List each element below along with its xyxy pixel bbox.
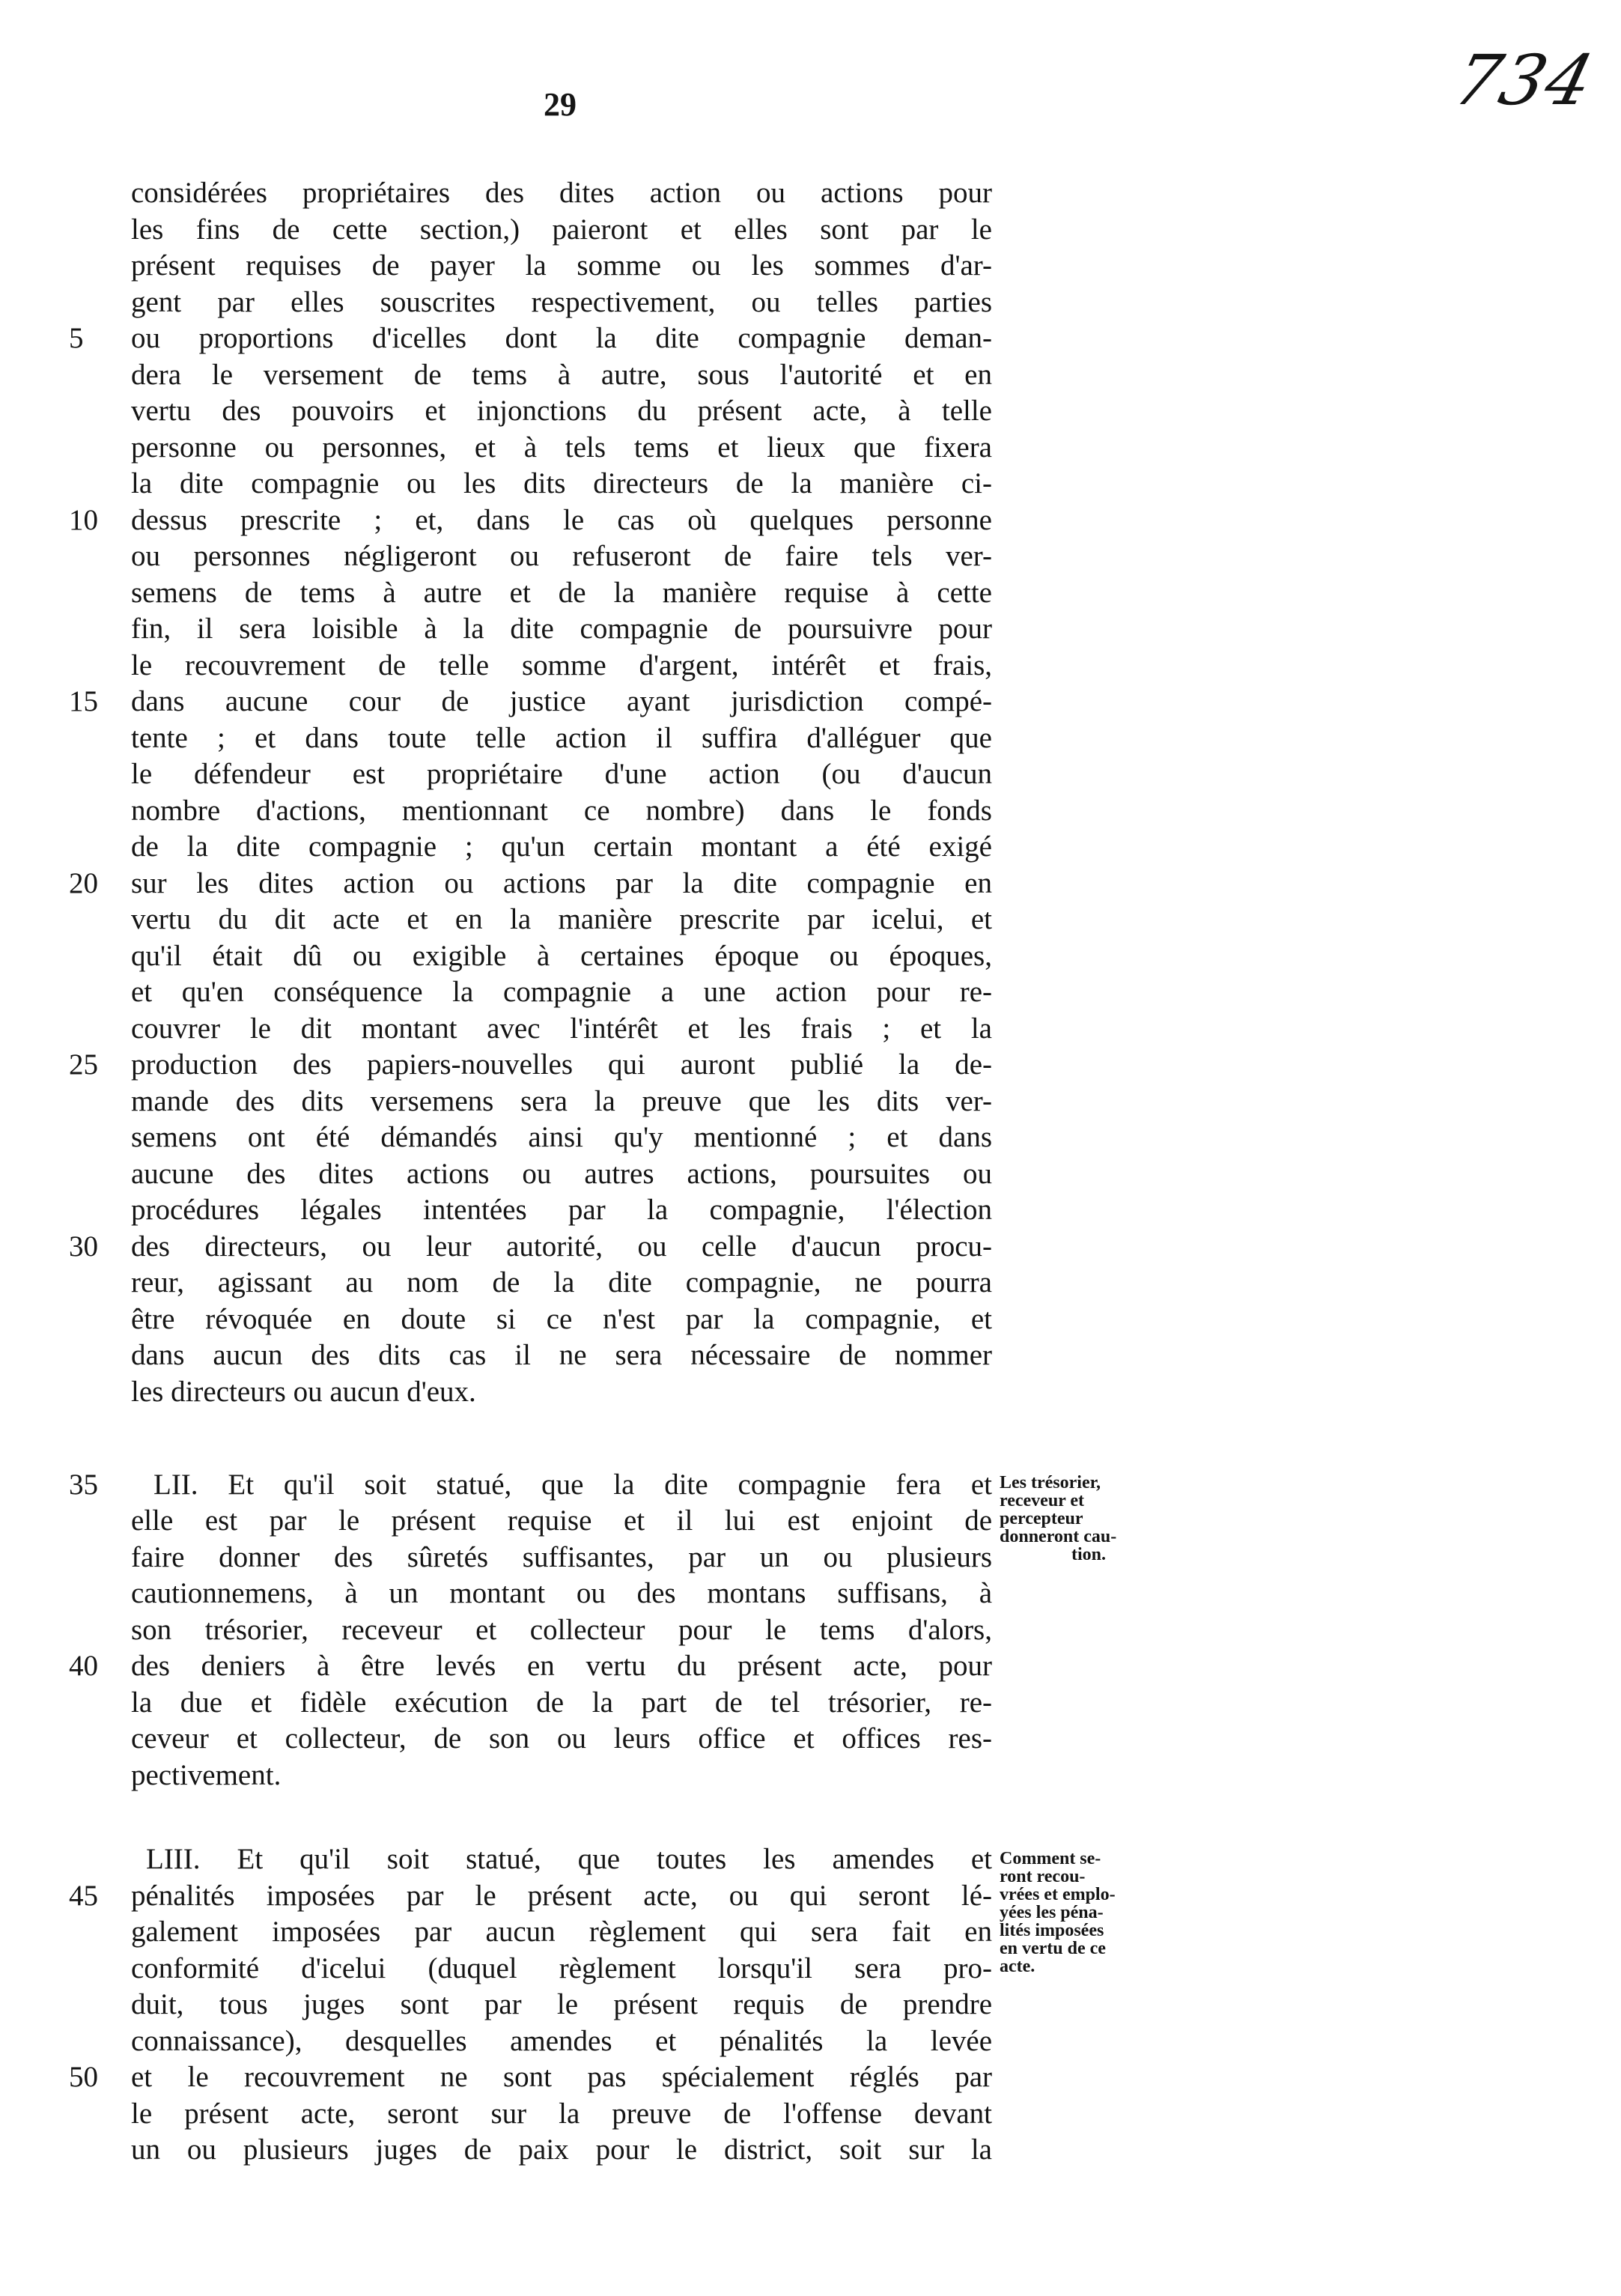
line-number: 40	[69, 1650, 98, 1682]
margin-note-line: tion.	[1071, 1545, 1107, 1564]
text-line: elle est par le présent requise et il lui est enjoint de	[131, 1504, 992, 1537]
line-number: 50	[69, 2061, 98, 2093]
text-line: mande des dits versemens sera la preuve que les dits ver-	[131, 1085, 992, 1117]
text-line: dans aucune cour de justice ayant jurisdiction compé-	[131, 685, 992, 717]
text-line: fin, il sera loisible à la dite compagnie de poursuivre pour	[131, 613, 992, 645]
text-line: son trésorier, receveur et collecteur pour le tems d'alors,	[131, 1614, 992, 1646]
text-line: aucune des dites actions ou autres actions, poursuites ou	[131, 1158, 992, 1190]
text-line: LIII. Et qu'il soit statué, que toutes les amendes et	[146, 1843, 992, 1875]
line-number: 35	[69, 1469, 98, 1501]
text-line: galement imposées par aucun règlement qui sera fait en	[131, 1916, 992, 1948]
text-line: semens ont été démandés ainsi qu'y mentionné ; et dans	[131, 1121, 992, 1153]
margin-note-fines	[1000, 1850, 1172, 1975]
page-number: 29	[544, 86, 577, 123]
text-line: tente ; et dans toute telle action il suffira d'alléguer que	[131, 722, 992, 754]
text-line: des directeurs, ou leur autorité, ou celle d'aucun procu-	[131, 1230, 992, 1263]
text-line: couvrer le dit montant avec l'intérêt et les frais ; et la	[131, 1012, 992, 1045]
line-number: 25	[69, 1048, 98, 1081]
text-line: vertu du dit acte et en la manière prescrite par icelui, et	[131, 903, 992, 935]
text-line: production des papiers-nouvelles qui auront publié la de-	[131, 1048, 992, 1081]
text-line: ou personnes négligeront ou refuseront de faire tels ver-	[131, 540, 992, 572]
line-number: 20	[69, 867, 98, 899]
margin-note-line: en vertu de ce	[1000, 1939, 1106, 1958]
text-line: personne ou personnes, et à tels tems et lieux que fixera	[131, 431, 992, 464]
folio-annotation: 734	[1446, 40, 1603, 121]
text-line: cautionnemens, à un montant ou des montans suffisans, à	[131, 1577, 992, 1609]
text-line: ceveur et collecteur, de son ou leurs office et offices res-	[131, 1722, 992, 1755]
margin-note-line: yées les péna-	[1000, 1903, 1104, 1922]
text-line: les fins de cette section,) paieront et elles sont par le	[131, 213, 992, 246]
text-line: le recouvrement de telle somme d'argent, intérêt et frais,	[131, 649, 992, 681]
margin-note-line: Les trésorier,	[1000, 1473, 1101, 1492]
text-line: qu'il était dû ou exigible à certaines époque ou époques,	[131, 940, 992, 972]
text-line: être révoquée en doute si ce n'est par la compagnie, et	[131, 1303, 992, 1335]
text-line: pectivement.	[131, 1759, 282, 1791]
margin-note-line: Comment se-	[1000, 1849, 1101, 1868]
margin-note-line: lités imposées	[1000, 1921, 1104, 1940]
text-line: et le recouvrement ne sont pas spécialement réglés par	[131, 2061, 992, 2093]
text-line: connaissance), desquelles amendes et pénalités la levée	[131, 2025, 992, 2057]
text-line: considérées propriétaires des dites action ou actions pour	[131, 177, 992, 209]
text-line: dera le versement de tems à autre, sous l'autorité et en	[131, 359, 992, 391]
text-line: pénalités imposées par le présent acte, ou qui seront lé-	[131, 1880, 992, 1912]
text-line: ou proportions d'icelles dont la dite compagnie deman-	[131, 322, 992, 354]
margin-note-line: receveur et	[1000, 1491, 1085, 1510]
text-line: gent par elles souscrites respectivement, ou telles parties	[131, 286, 992, 318]
text-line: la due et fidèle exécution de la part de tel trésorier, re-	[131, 1686, 992, 1719]
margin-note-line: percepteur	[1000, 1509, 1083, 1528]
text-line: le défendeur est propriétaire d'une action (ou d'aucun	[131, 758, 992, 790]
margin-note-treasurer	[1000, 1474, 1172, 1564]
line-number: 15	[69, 685, 98, 717]
text-line: reur, agissant au nom de la dite compagnie, ne pourra	[131, 1266, 992, 1299]
text-line: nombre d'actions, mentionnant ce nombre) dans le fonds	[131, 795, 992, 827]
margin-note-line: ront recou-	[1000, 1867, 1086, 1886]
text-line: duit, tous juges sont par le présent requis de prendre	[131, 1988, 992, 2020]
line-number: 45	[69, 1880, 98, 1912]
margin-note-line: donneront cau-	[1000, 1527, 1117, 1546]
text-line: présent requises de payer la somme ou les sommes d'ar-	[131, 249, 992, 282]
text-line: la dite compagnie ou les dits directeurs de la manière ci-	[131, 467, 992, 499]
text-line: LII. Et qu'il soit statué, que la dite compagnie fera et	[153, 1469, 992, 1501]
line-number: 30	[69, 1230, 98, 1263]
text-line: vertu des pouvoirs et injonctions du présent acte, à telle	[131, 395, 992, 427]
line-number: 5	[69, 322, 84, 354]
text-line: sur les dites action ou actions par la dite compagnie en	[131, 867, 992, 899]
text-line: le présent acte, seront sur la preuve de l'offense devant	[131, 2098, 992, 2130]
text-line: dessus prescrite ; et, dans le cas où quelques personne	[131, 504, 992, 536]
line-number: 10	[69, 504, 98, 536]
text-line: procédures légales intentées par la compagnie, l'élection	[131, 1194, 992, 1226]
text-line: de la dite compagnie ; qu'un certain montant a été exigé	[131, 830, 992, 863]
text-line: et qu'en conséquence la compagnie a une action pour re-	[131, 976, 992, 1008]
text-line: un ou plusieurs juges de paix pour le district, soit sur la	[131, 2133, 992, 2166]
text-line: faire donner des sûretés suffisantes, par un ou plusieurs	[131, 1541, 992, 1573]
margin-note-line: acte.	[1000, 1957, 1035, 1976]
margin-note-line: vrées et emplo-	[1000, 1885, 1116, 1904]
text-line: conformité d'icelui (duquel règlement lorsqu'il sera pro-	[131, 1952, 992, 1984]
text-line: semens de tems à autre et de la manière requise à cette	[131, 577, 992, 609]
text-line: les directeurs ou aucun d'eux.	[131, 1376, 476, 1408]
text-line: dans aucun des dits cas il ne sera nécessaire de nommer	[131, 1339, 992, 1371]
text-line: des deniers à être levés en vertu du présent acte, pour	[131, 1650, 992, 1682]
